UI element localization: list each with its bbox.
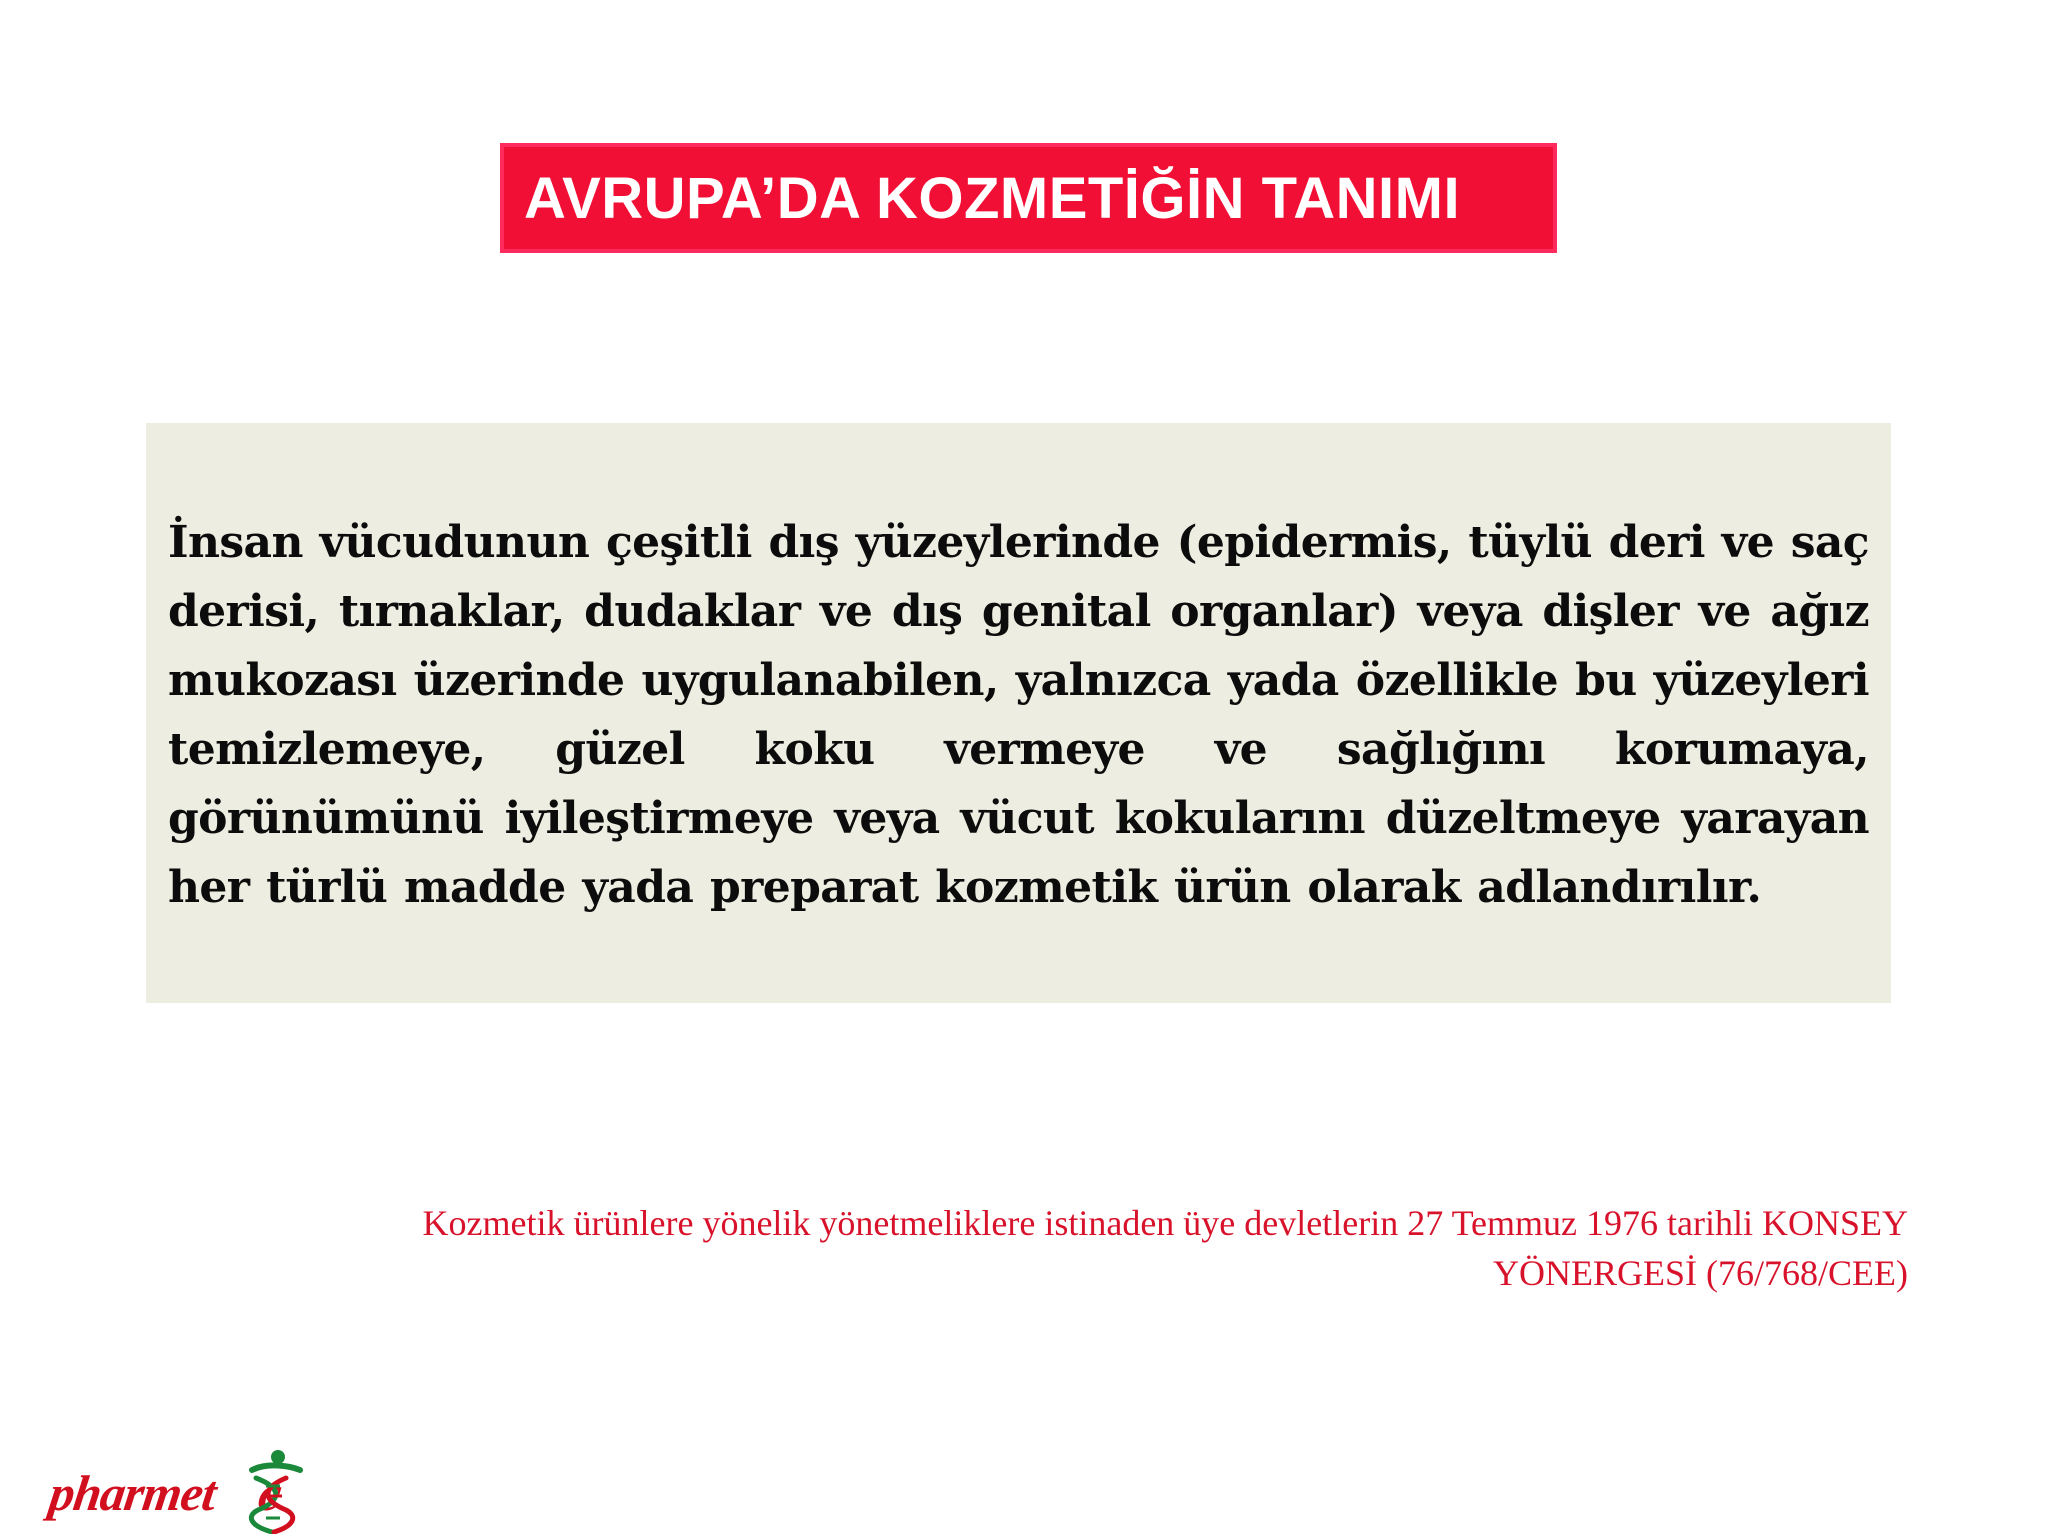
definition-text: İnsan vücudunun çeşitli dış yüzeylerinde (epidermis, tüylü deri ve saç derisi, tırnaklar, dudaklar ve dış genital organlar) veya dişler ve ağız mukozası üzerinde uygulanabilen, yalnızca yada özellikle bu yüzeyleri temizlemeye, güzel koku vermeye ve sağlığını korumaya, görünümünü iyileştirmeye veya vücut kokularını düzeltmeye yarayan her türlü madde yada preparat kozmetik ürün olarak adlandırılır.	[168, 517, 1869, 913]
source-line-1: Kozmetik ürünlere yönelik yönetmeliklere istinaden üye devletlerin 27 Temmuz 1976 tarihli KONSEY	[422, 1203, 1908, 1243]
source-citation	[236, 1198, 1908, 1298]
definition-panel	[146, 423, 1891, 1003]
source-line-2: YÖNERGESİ (76/768/CEE)	[1493, 1253, 1908, 1293]
logo-name: pharmet	[46, 1465, 220, 1521]
pharmetic-logo	[40, 1448, 320, 1534]
title-banner	[500, 143, 1557, 253]
slide-title: AVRUPA’DA KOZMETİĞİN TANIMI	[524, 165, 1461, 231]
dna-figure-icon	[238, 1448, 308, 1534]
logo-suffix: c	[255, 1465, 285, 1521]
